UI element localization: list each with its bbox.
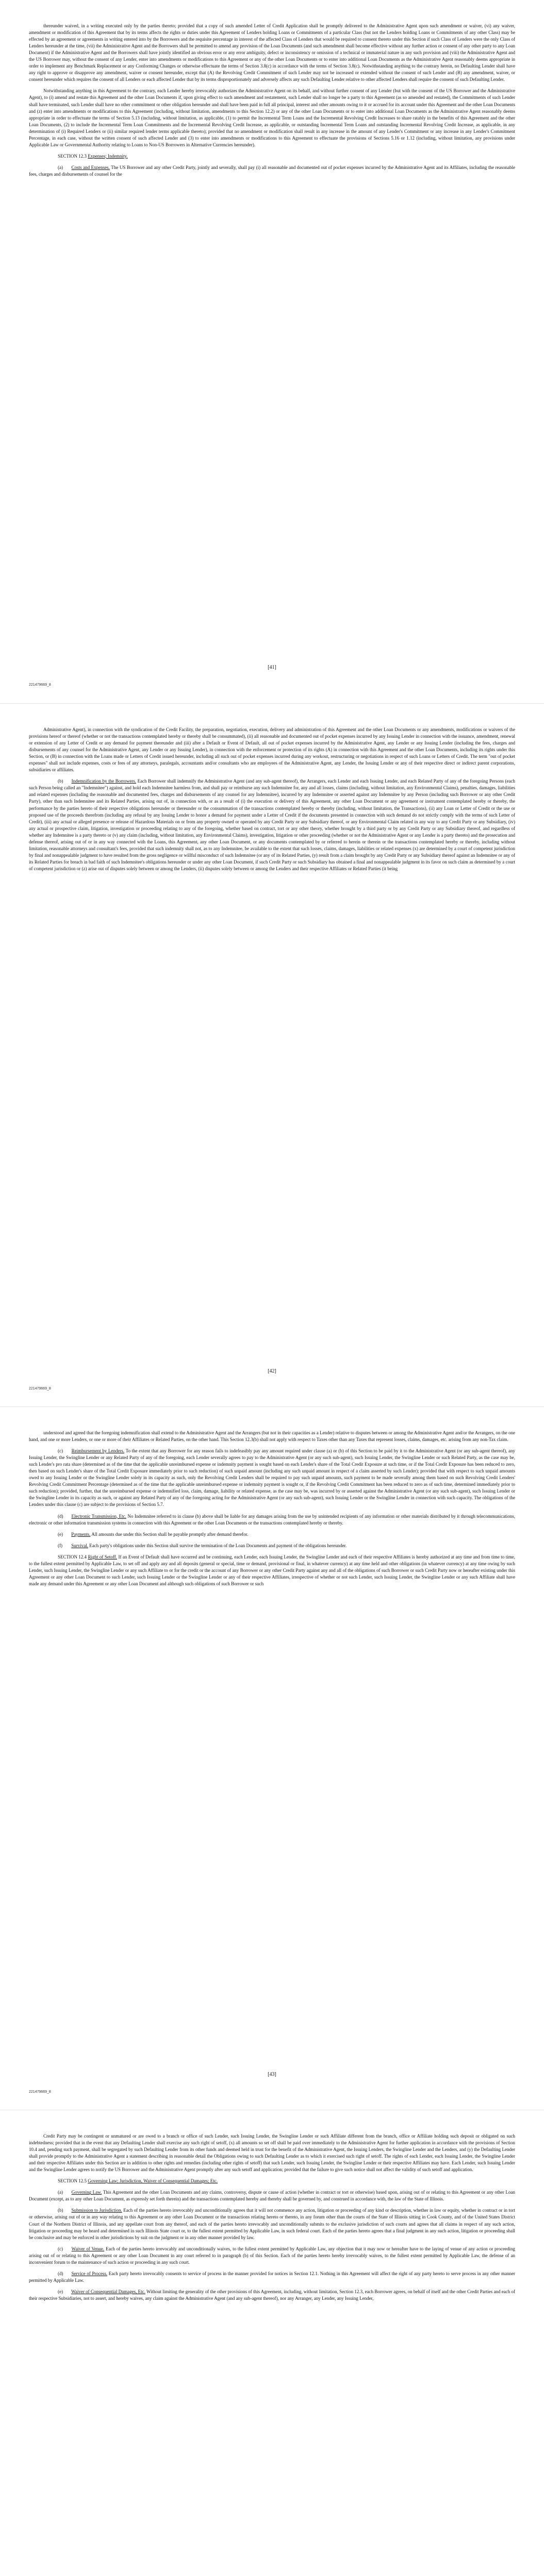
document-page (0, 703, 544, 1406)
section-heading (29, 153, 515, 160)
page-body (29, 2133, 515, 2302)
subsection-label: (a) (58, 2190, 63, 2195)
subsection-label: (e) (58, 1531, 63, 1537)
subsection-text: Each of the parties hereto irrevocably and unconditionally agrees that it will not commence any action, litigation or proceeding of any kind or description, whether in law or equity, whether in contract or in tort or otherwise, arising out of or in any way relating to this Agreement or any other Loan Document or the transactions relating hereto or thereto, in any forum other than the courts of the State of Illinois sitting in Cook County, and of the United States District Court of the Northern District of Illinois, and any appellate court from any thereof, and each of the parties hereto irrevocably and unconditionally submits to the exclusive jurisdiction of such courts and agrees that all claims in respect of any such action, litigation or proceeding may be heard and determined in such Illinois State court or, to the fullest extent permitted by Applicable Law, in such federal court. Each of the parties hereto agrees that a final judgment in any such action, litigation or proceeding shall be conclusive and may be enforced in other jurisdictions by suit on the judgment or in any other manner provided by law. (29, 2208, 516, 2240)
subsection (29, 2289, 515, 2302)
subsection (29, 2246, 515, 2266)
document-id: 221479669_8 (29, 2090, 51, 2094)
subsection-title: Governing Law. (71, 2190, 102, 2195)
document-page (0, 1406, 544, 2110)
paragraph: understood and agreed that the foregoing indemnification shall extend to the Administrative Agent and the Arrangers (but not in their capacities as a Lender) relative to disputes between or among the Administrative Agent and/or the Arrangers, on the one hand, and one or more Lenders, or one or more of their Affiliates or Related Parties, on the other hand. This Section 12.3(b) shall not apply with respect to Taxes other than any Taxes that represent losses, claims, damages, etc. arising from any non-Tax claim. (29, 1430, 515, 1443)
subsection (29, 2207, 515, 2241)
subsection-text: All amounts due under this Section shall be payable promptly after demand therefor. (91, 1531, 249, 1537)
section-title: Right of Setoff. (88, 1554, 117, 1560)
section-number: SECTION 12.5 (58, 2178, 87, 2184)
page-body (29, 726, 515, 872)
section-number: SECTION 12.3 (58, 153, 87, 159)
subsection-title: Submission to Jurisdiction. (71, 2208, 122, 2213)
document-id: 221479669_8 (29, 683, 51, 687)
subsection-label: (f) (58, 1543, 62, 1548)
section-number: SECTION 12.4 (58, 1554, 87, 1560)
document-id: 221479669_8 (29, 1387, 51, 1391)
subsection-text: Without limiting the generality of the other provisions of this Agreement, including, without limitation, Section 12.3, each Borrower agrees, on behalf of itself and the other Credit Parties and each of their respective Subsidiaries, not to assert, and hereby waives, any claim against the Administrative Agent (and any sub-agent thereof), nor any Arranger, any Lender, any Issuing Lender, (29, 2289, 515, 2301)
subsection-text: The US Borrower and any other Credit Party, jointly and severally, shall pay (i) all reasonable and documented out of pocket expenses incurred by the Administrative Agent and its Affiliates, including the reasonable fees, charges and disbursements of counsel for the (29, 164, 515, 177)
subsection-label: (e) (58, 2289, 63, 2294)
subsection (29, 1448, 515, 1508)
page-number: [43] (268, 2072, 276, 2077)
document-page (0, 0, 544, 703)
section-heading (29, 1554, 515, 1587)
subsection-label: (b) (58, 2208, 63, 2213)
subsection (29, 2189, 515, 2202)
subsection-title: Costs and Expenses. (71, 164, 110, 170)
subsection-title: Payments. (71, 1531, 91, 1537)
paragraph: Notwithstanding anything in this Agreement to the contrary, each Lender hereby irrevocably authorizes the Administrative Agent on its behalf, and without further consent of any Lender (but with the consent of the US Borrower and the Administrative Agent), to (i) amend and restate this Agreement and the other Loan Documents if, upon giving effect to such amendment and restatement, such Lender shall no longer be a party to this Agreement (as so amended and restated), the Commitments of such Lender shall have terminated, such Lender shall have no other commitment or other obligation hereunder and shall have been paid in full all principal, interest and other amounts owing to it or accrued for its account under this Agreement and the other Loan Documents and (z) enter into amendments or modifications to this Agreement (including, without limitation, amendments to this Section 12.2) or any of the other Loan Documents or to enter into additional Loan Documents as the Administrative Agent reasonably deems appropriate in order to effectuate the terms of Section 5.13 (including, without limitation, as applicable, (1) to permit the Incremental Term Loans and the Incremental Revolving Credit Increases to share ratably in the benefits of this Agreement and the other Loan Documents, (2) to include the Incremental Term Loan Commitments and the Incremental Revolving Credit Increase, as applicable, or outstanding Incremental Term Loans and outstanding Incremental Revolving Credit Increase, as applicable, in any determination of (i) Required Lenders or (ii) similar required lender terms applicable thereto); provided that no amendment or modification shall result in any increase in the amount of any Lender's Commitment or any increase in any Lender's Commitment Percentage, in each case, without the written consent of such affected Lender and (3) to enter into amendments or modifications to this Agreement to effectuate the provisions of Sections 5.16 or 1.12 (including, without limitation, any provisions under Applicable Law or Governmental Authority relating to Loans to Non-US Borrowers in Alternative Currencies hereunder). (29, 88, 515, 147)
subsection-title: Waiver of Consequential Damages, Etc. (71, 2289, 145, 2294)
subsection (29, 778, 515, 872)
section-title: Governing Law; Jurisdiction, Waiver of Consequential Damages; Etc. (88, 2178, 218, 2184)
page-body (29, 1430, 515, 1587)
subsection-text: Each of the parties hereto irrevocably and unconditionally waives, to the fullest extent permitted by Applicable Law, any objection that it may now or hereafter have to the laying of venue of any action or proceeding arising out of or relating to this Agreement or any other Loan Document in any court referred to in paragraph (b) of this Section. Each of the parties hereto hereby irrevocably waives, to the fullest extent permitted by Applicable Law, the defense of an inconvenient forum to the maintenance of such action or proceeding in any such court. (29, 2246, 516, 2265)
page-number: [42] (268, 1368, 276, 1374)
subsection-text: Each party's obligations under this Section shall survive the termination of the Loan Documents and payment of the obligations hereunder. (89, 1543, 347, 1548)
subsection-text: No Indemnitee referred to in clause (b) above shall be liable for any damages arising from the use by unintended recipients of any information or other materials distributed by it through telecommunications, electronic or other information transmission systems in connection with this Agreement or the other Loan Documents or the transactions contemplated hereby or thereby. (29, 1513, 516, 1526)
subsection-label: (a) (58, 164, 63, 170)
subsection (29, 2270, 515, 2284)
subsection-label: (b) (58, 778, 63, 784)
subsection-title: Indemnification by the Borrowers. (71, 778, 136, 784)
page-number: [41] (268, 665, 276, 670)
subsection-title: Waiver of Venue. (71, 2246, 105, 2251)
subsection (29, 164, 515, 178)
section-heading (29, 2178, 515, 2184)
subsection-title: Reimbursement by Lenders. (71, 1448, 125, 1454)
subsection-title: Survival. (71, 1543, 88, 1548)
subsection-title: Electronic Transmission, Etc. (71, 1513, 126, 1519)
subsection-title: Service of Process. (71, 2270, 108, 2276)
subsection (29, 1543, 515, 1549)
subsection (29, 1513, 515, 1527)
paragraph: thereunder waived, in a writing executed only by the parties thereto; provided that a copy of such amended Letter of Credit Application shall be promptly delivered to the Administrative Agent upon such amendment or waiver, (vi) any waiver, amendment or modification of this Agreement that by its terms affects the rights or duties under this Agreement of Lenders holding Loans or Commitments of a particular Class (but not the Lenders holding Loans or Commitments of any other Class) may be effected by an agreement or agreements in writing entered into by the Borrowers and the requisite percentage in interest of the affected Class of Lenders that would be required to consent thereto under this Section if such Class of Lenders were the only Class of Lenders hereunder at the time, (vii) the Administrative Agent and the Borrowers shall be permitted to amend any provision of the Loan Documents (and such amendment shall become effective without any further action or consent of any other party to any Loan Document) if the Administrative Agent and the Borrowers shall have jointly identified an obvious error or any error ambiguity, defect or inconsistency or omission of a technical or immaterial nature in any such provision and (viii) the Administrative Agent and the US Borrower may, without the consent of any Lender, enter into amendments or modifications to this Agreement or any of the other Loan Documents or to enter into additional Loan Documents as the Administrative Agent reasonably deems appropriate in order to implement any Benchmark Replacement or any Conforming Changes or otherwise effectuate the terms of Section 3.8(c) in accordance with the terms of Section 3.8(c). Notwithstanding anything to the contrary herein, no Defaulting Lender shall have any right to approve or disapprove any amendment, waiver or consent hereunder, except that (A) the Revolving Credit Commitment of such Lender may not be increased or extended without the consent of such Lender and (B) any amendment, waiver, or consent hereunder which requires the consent of all Lenders or each affected Lender that by its terms disproportionately and adversely affects any such Defaulting Lender relative to other affected Lenders shall require the consent of such Defaulting Lender. (29, 23, 515, 82)
subsection (29, 1531, 515, 1538)
document-page (0, 2110, 544, 2576)
paragraph: Credit Party may be contingent or unmatured or are owed to a branch or office of such Lender, such Issuing Lender, the Swingline Lender or such Affiliate different from the branch, office or Affiliate holding such deposit or obligated on such indebtedness; provided that in the event that any Defaulting Lender shall exercise any such right of setoff, (x) all amounts so set off shall be paid over immediately to the Administrative Agent for further application in accordance with the provisions of Section 10.4 and, pending such payment, shall be segregated by such Defaulting Lender from its other funds and deemed held in trust for the benefit of the Administrative Agent, the Issuing Lenders, the Swingline Lender and the Lenders, and (y) the Defaulting Lender shall provide promptly to the Administrative Agent a statement describing in reasonable detail the Obligations owing to such Defaulting Lender as to which it exercised such right of setoff. The rights of each Lender, each Issuing Lender, the Swingline Lender and their respective Affiliates under this Section are in addition to other rights and remedies (including other rights of setoff) that such Lender, such Issuing Lender, the Swingline Lender or their respective Affiliates may have. Each Lender, such Issuing Lender and the Swingline Lender agrees to notify the US Borrower and the Administrative Agent promptly after any such setoff and application; provided that the failure to give such notice shall not affect the validity of such setoff and application. (29, 2133, 515, 2173)
subsection-label: (d) (58, 1513, 63, 1519)
subsection-label: (c) (58, 1448, 63, 1454)
page-body (29, 23, 515, 178)
paragraph: Administrative Agent), in connection with the syndication of the Credit Facility, the preparation, negotiation, execution, delivery and administration of this Agreement and the other Loan Documents or any amendments, modifications or waivers of the provisions hereof or thereof (whether or not the transactions contemplated hereby or thereby shall be consummated), (ii) all reasonable and documented out of pocket expenses incurred by any Issuing Lender in connection with the issuance, amendment, renewal or extension of any Letter of Credit or any demand for payment thereunder and (iii) after a Default or Event of Default, all out of pocket expenses incurred by the Administrative Agent, any Lender or any Issuing Lender (including the fees, charges and disbursements of any counsel for the Administrative Agent, any Lender or any Issuing Lender), in connection with the enforcement or protection of its rights (A) in connection with this Agreement and the other Loan Documents, including its rights under this Section, or (B) in connection with the Loans made or Letters of Credit issued hereunder, including all such out of pocket expenses incurred during any workout, restructuring or negotiations in respect of such Loans or Letters of Credit. The term "out of pocket expenses" shall not include expenses, costs or fees of any attorneys, paralegals, accountants and/or consultants who are employees of the Administrative Agent, any Lender, the Issuing Lender or any of their respective direct or indirect parent corporations, subsidiaries or affiliates. (29, 727, 515, 773)
section-text: If an Event of Default shall have occurred and be continuing, each Lender, each Issuing Lender, the Swingline Lender and each of their respective Affiliates is hereby authorized at any time and from time to time, to the fullest extent permitted by Applicable Law, to set off and apply any and all deposits (general or special, time or demand, provisional or final, in whatever currency) at any time held and other obligations (in whatever currency) at any time owing by such Lender, such Issuing Lender, the Swingline Lender or any such Affiliate to or for the credit or the account of any Borrower or any other Credit Party against any and all of the obligations of such Borrower or such Credit Party now or hereafter existing under this Agreement or any other Loan Document to such Lender, such Issuing Lender or the Swingline Lender or any of their respective Affiliates, irrespective of whether or not such Lender, such Issuing Lender, the Swingline Lender or any such Affiliate shall have made any demand under this Agreement or any other Loan Document and although such obligations of such Borrower or such (29, 1554, 516, 1586)
section-title: Expenses; Indemnity. (88, 153, 128, 159)
subsection-label: (d) (58, 2270, 63, 2276)
subsection-text: Each party hereto irrevocably consents to service of process in the manner provided for notices in Section 12.1. Nothing in this Agreement will affect the right of any party hereto to serve process in any other manner permitted by Applicable Law. (29, 2270, 516, 2283)
subsection-text: Each Borrower shall indemnify the Administrative Agent (and any sub-agent thereof), the Arrangers, each Lender and each Issuing Lender, and each Related Party of any of the foregoing Persons (each such Person being called an "Indemnitee") against, and hold each Indemnitee harmless from, and shall pay or reimburse any such Indemnitee for, any and all losses, claims (including, without limitation, any Environmental Claims), penalties, damages, liabilities and related expenses (including the reasonable and documented fees, charges and disbursements of any counsel for any Indemnitee), incurred by any Indemnitee or asserted against any Indemnitee by any Person (including such Borrower or any other Credit Party), other than such Indemnitee and its Related Parties, arising out of, in connection with, or as a result of (i) the execution or delivery of this Agreement, any other Loan Document or any agreement or instrument contemplated hereby or thereby, the performance by the parties hereto of their respective obligations hereunder or thereunder or the consummation of the transactions contemplated hereby or thereby (including, without limitation, the Transactions), (ii) any Loan or Letter of Credit or the use or proposed use of the proceeds therefrom (including any refusal by any Issuing Lender to honor a demand for payment under a Letter of Credit if the documents presented in connection with such demand do not strictly comply with the terms of such Letter of Credit), (iii) any actual or alleged presence or release of Hazardous Materials on or from any property owned or operated by any Credit Party or any Subsidiary thereof, or any Environmental Claim related in any way to any Credit Party or any Subsidiary, (iv) any actual or prospective claim, litigation, investigation or proceeding relating to any of the foregoing, whether based on contract, tort or any other theory, whether brought by a third party or by any Credit Party or any Subsidiary thereof, and regardless of whether any Indemnitee is a party thereto or (v) any claim (including, without limitation, any Environmental Claims), investigation, litigation or other proceeding (whether or not the Administrative Agent or any Lender is a party thereto) and the prosecution and defense thereof, arising out of or in any way connected with the Loans, this Agreement, any other Loan Document, or any documents contemplated by or referred to herein or therein or the transactions contemplated hereby or thereby, including without limitation, reasonable attorneys and consultant's fees, provided that such indemnity shall not, as to any Indemnitee, be available to the extent that such losses, claims, damages, liabilities or related expenses (x) are determined by a court of competent jurisdiction by final and nonappealable judgment to have resulted from the gross negligence or willful misconduct of such Indemnitee (or any of its Related Parties, (y) result from a claim brought by any Credit Party or any Subsidiary thereof against an Indemnitee or any of its Related Parties for breach in bad faith of such Indemnitee's obligations hereunder or under any other Loan Document, if such Credit Party or such Subsidiary has obtained a final and nonappealable judgment in its favor on such claim as determined by a court of competent jurisdiction or (z) arise out of disputes solely between or among the Lenders, (ii) disputes solely between or among the Lenders and their respective Affiliates or Related Parties (it being (29, 778, 516, 871)
subsection-text: This Agreement and the other Loan Documents and any claims, controversy, dispute or cause of action (whether in contract or tort or otherwise) based upon, arising out of or relating to this Agreement or any other Loan Document (except, as to any other Loan Document, as expressly set forth therein) and the transactions contemplated hereby and thereby shall be governed by, and construed in accordance with, the law of the State of Illinois. (29, 2190, 516, 2202)
subsection-text: To the extent that any Borrower for any reason fails to indefeasibly pay any amount required under clause (a) or (b) of this Section to be paid by it to the Administrative Agent (or any sub-agent thereof), any Issuing Lender, the Swingline Lender or any Related Party of any of the foregoing, each Lender severally agrees to pay to the Administrative Agent (or any such sub-agent), such Issuing Lender, the Swingline Lender or such Related Party, as the case may be, such Lender's pro rata share (determined as of the time that the applicable unreimbursed expense or indemnity payment is sought based on each Lender's share of the Total Credit Exposure at such time, or if the Total Credit Exposure has been reduced to zero, then based on such Lender's share of the Total Credit Exposure immediately prior to such reduction) of such unpaid amount (including any such unpaid amount in respect of a claim asserted by such Lender); provided that with respect to such unpaid amounts owed to any Issuing Lender or the Swingline Lender solely in its capacity as such, only the Revolving Credit Lenders shall be required to pay such unpaid amounts, such payment to be made severally among them based on such Revolving Credit Lenders' Revolving Credit Commitment Percentage (determined as of the time that the applicable unreimbursed expense or indemnity payment is sought or, if the Revolving Credit Commitment has been reduced to zero as of such time, determined immediately prior to such reduction); provided, further, that the unreimbursed expense or indemnified loss, claim, damage, liability or related expense, as the case may be, was incurred by or asserted against the Administrative Agent (or any such sub-agent), such Issuing Lender or the Swingline Lender in its capacity as such, or against any Related Party of any of the foregoing acting for the Administrative Agent (or any such sub-agent), such Issuing Lender or the Swingline Lender in connection with such capacity. The obligations of the Lenders under this clause (c) are subject to the provisions of Section 5.7. (29, 1448, 516, 1507)
subsection-label: (c) (58, 2246, 63, 2251)
